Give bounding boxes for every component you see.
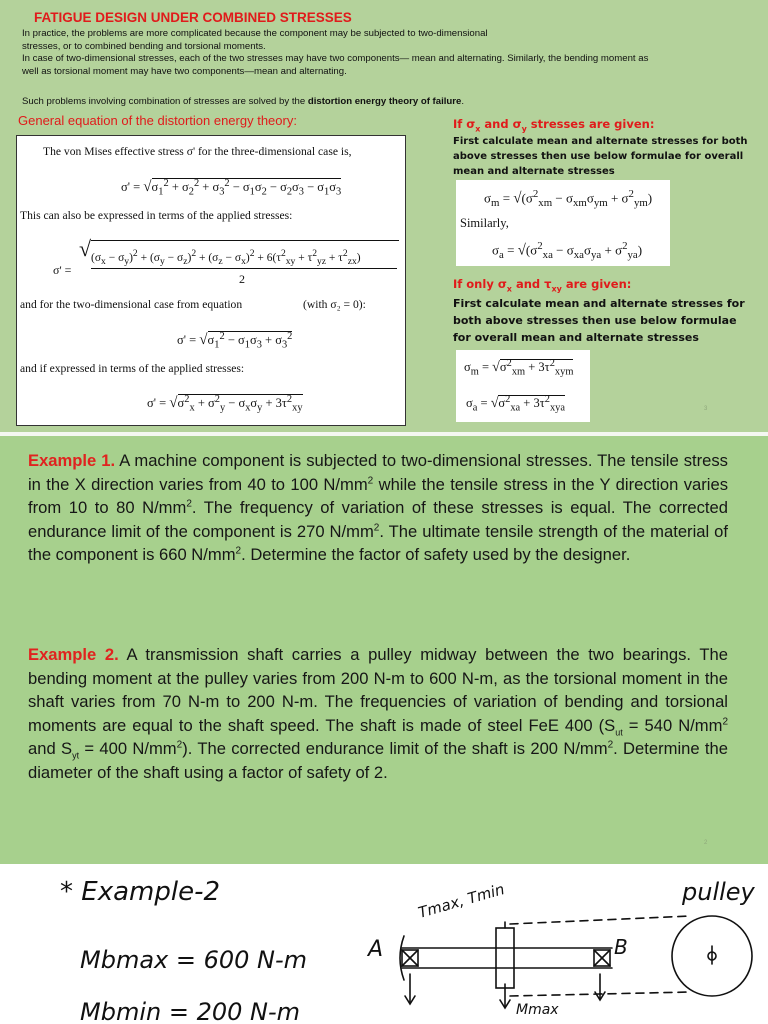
intro-line: well as torsional moment may have two components—mean and alternating. [22,65,347,77]
alternate-stress-equation: $\sigma_a = √(\sigma^2_{xa} - \sigma_{xa}\sigma_{ya} + \sigma^2_{ya})$ [492,240,643,261]
section-subtitle: General equation of the distortion energy theory: [18,113,297,128]
von-mises-applied-equation: $\sigma' = √\sigma^2_x + \sigma^2_y - \sigma_x\sigma_y + 3\tau^2_{xy}$ [147,394,303,414]
shear-combined-equations [456,350,590,422]
fraction-line [91,268,397,269]
stress-case-heading: If $\sigma_x$ and $\sigma_y$ stresses are given: [453,117,655,134]
example-label: Example 2. [28,645,119,664]
solved-statement [22,96,464,107]
theory-name: distortion energy theory of failure [307,96,462,107]
intro-line: In case of two-dimensional stresses, each of the two stresses may have two components— mean and alternating. Similarly, the bending moment as [22,53,649,64]
example-label: Example 1. [28,451,116,470]
equation-caption: (with σ₂ = 0): [303,298,366,311]
torque-label: Tmax, Tmin [416,880,507,922]
support-a-label: A [368,937,384,962]
sqrt-symbol: √ [79,236,92,261]
pulley-label: pulley [682,878,755,906]
mean-stress-equation: $\sigma_m = √(\sigma^2_{xm} - \sigma_{xm}\sigma_{ym} + \sigma^2_{ym})$ [484,188,653,209]
example-1: Example 1. A machine component is subjected to two-dimensional stresses. The tensile stress in the X direction varies from 40 to 100 $N/mm^2$ while the tensile stress in the Y direction varies from 10 to 80 $N/mm^2$. The frequency of variation of these stresses is equal. The corrected endurance limit of the component is 270 $N/mm^2$. The ultimate tensile strength of the material of the component is 660 $N/mm^2$. Determine the factor of safety used by the designer. [28,451,729,564]
notes-line: Mbmin = 200 N-m [80,998,300,1024]
slide-distortion-theory [0,0,768,432]
similarly-label: Similarly, [460,216,509,230]
stress-case-description: First calculate mean and alternate stresses for both above stresses then use below formulae for overall mean and alternate stresses [453,297,745,344]
slide-title: FATIGUE DESIGN UNDER COMBINED STRESSES [34,10,352,25]
support-b-label: B [614,935,628,959]
mean-alternate-equations [456,180,670,266]
sqrt-bar [91,240,399,241]
intro-paragraph [22,28,757,78]
notes-line: Mbmax = 600 N-m [80,946,308,974]
shaft-diagram [400,916,690,1008]
von-mises-2d-equation: $\sigma' = √\sigma_1^2 - \sigma_1\sigma_3 + \sigma_3^2$ [177,331,293,351]
intro-line: stresses, or to combined bending and torsional moments. [22,40,266,52]
solved-prefix: Such problems involving combination of stresses are solved by the [22,96,308,107]
stress-case-description: First calculate mean and alternate stresses for both above stresses then use below formulae for overall mean and alternate stresses [453,136,748,177]
page-number: 3 [704,406,708,412]
example-2: Example 2. A transmission shaft carries a pulley midway between the two bearings. The bending moment at the pulley varies from 200 N-m to 600 N-m, as the torsional moment in the shaft varies from 70 N-m to 200 N-m. The frequencies of variation of bending and torsional moments are equal to the shaft speed. The shaft is made of steel FeE 400 ($S_{ut} = 540$ $N/mm^2$ and $S_{yt} = 400$ $N/mm^2$). The corrected endurance limit of the shaft is 200 $N/mm^2$. Determine the diameter of the shaft using a factor of safety of 2. [28,645,728,782]
equation-caption: The von Mises effective stress σ' for the three-dimensional case is, [43,145,352,158]
handwritten-sketch [0,864,768,1024]
pulley-sketch [672,916,752,996]
fraction-denominator: 2 [239,272,245,286]
stress-case-heading: If only $\sigma_x$ and $\tau_{xy}$ are given: [453,277,632,294]
sigma-prime-label: σ' = [53,263,72,277]
von-mises-3d-equation: $\sigma' = √\sigma_1^2 + \sigma_2^2 + \sigma_3^2 - \sigma_1\sigma_2 - \sigma_2\sigma_3 - \sigma_1\sigma_3$ [121,178,342,198]
alternate-stress-equation: $\sigma_a = √\sigma^2_{xa} + 3\tau^2_{xya}$ [466,394,565,414]
page-number: 2 [704,840,708,846]
moment-label: Mmax [516,1002,559,1018]
handwritten-notes [0,864,768,1024]
equation-caption: and if expressed in terms of the applied stresses: [20,362,245,375]
intro-line: In practice, the problems are more complicated because the component may be subjected to two-dimensional [22,28,488,39]
notes-heading: * Example-2 [60,877,220,907]
mean-stress-equation: $\sigma_m = √\sigma^2_{xm} + 3\tau^2_{xym}$ [464,358,574,378]
slide-examples [0,436,768,864]
solved-suffix: . [461,96,465,107]
equation-caption: and for the two-dimensional case from equation [20,298,243,311]
fraction-numerator: $(\sigma_x - \sigma_y)^2 + (\sigma_y - \sigma_z)^2 + (\sigma_z - \sigma_x)^2 + 6(\tau^2_{xy} + \tau^2_{yz} + \tau^2_{zx})$ [91,248,361,268]
equation-caption: This can also be expressed in terms of the applied stresses: [20,209,293,222]
von-mises-equation-box [16,135,406,426]
